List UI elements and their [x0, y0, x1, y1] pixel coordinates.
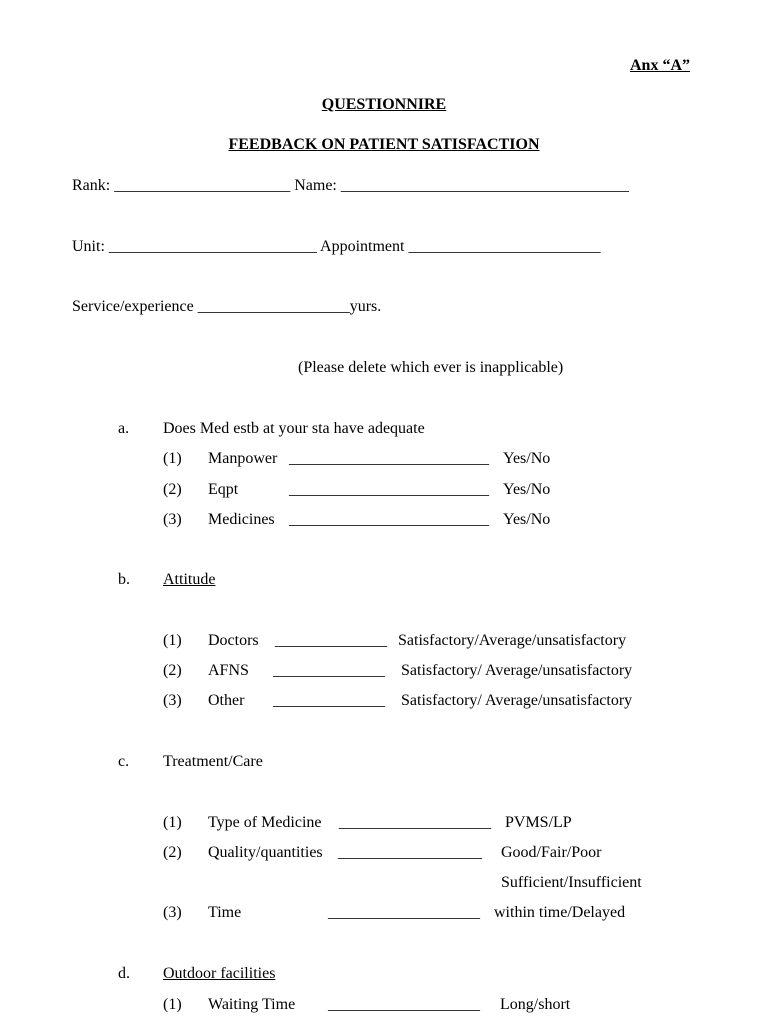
- page-title: QUESTIONNIRE: [321, 96, 447, 113]
- options-afns[interactable]: Satisfactory/ Average/unsatisfactory: [401, 662, 633, 679]
- options-quantity[interactable]: Sufficient/Insufficient: [501, 874, 642, 891]
- answer-line-other[interactable]: ______________: [273, 692, 385, 709]
- instruction-text: (Please delete which ever is inapplicable): [298, 359, 564, 376]
- answer-line-doctors[interactable]: ______________: [275, 632, 387, 649]
- service-field[interactable]: [72, 299, 381, 315]
- unit-line[interactable]: __________________________: [108, 238, 317, 255]
- item-label-afns: AFNS: [208, 662, 249, 679]
- appointment-label: Appointment: [320, 238, 405, 255]
- item-num: (1): [163, 996, 182, 1013]
- item-label-medicines: Medicines: [208, 511, 275, 528]
- item-num: (3): [163, 511, 182, 528]
- rank-label: Rank:: [72, 177, 111, 194]
- item-num: (2): [163, 844, 182, 861]
- item-num: (3): [163, 692, 182, 709]
- options-waiting-time[interactable]: Long/short: [500, 996, 571, 1013]
- item-label-other: Other: [208, 692, 245, 709]
- item-label-manpower: Manpower: [208, 450, 278, 467]
- appointment-line[interactable]: ________________________: [408, 238, 601, 255]
- options-type-of-medicine[interactable]: PVMS/LP: [505, 814, 572, 831]
- answer-line-medicines[interactable]: _________________________: [289, 511, 489, 528]
- item-label-doctors: Doctors: [208, 632, 259, 649]
- item-num: (3): [163, 904, 182, 921]
- item-label-time: Time: [208, 904, 242, 921]
- answer-line-manpower[interactable]: _________________________: [289, 450, 489, 467]
- service-label: Service/experience: [72, 298, 194, 315]
- unit-label: Unit:: [72, 238, 105, 255]
- section-c-title: Treatment/Care: [163, 753, 263, 770]
- name-line[interactable]: ____________________________________: [340, 177, 629, 194]
- section-b-title: Attitude: [163, 571, 216, 588]
- rank-field[interactable]: [72, 178, 629, 194]
- section-a-title: Does Med estb at your sta have adequate: [163, 420, 425, 437]
- item-num: (1): [163, 632, 182, 649]
- options-manpower[interactable]: Yes/No: [503, 450, 551, 467]
- answer-line-afns[interactable]: ______________: [273, 662, 385, 679]
- answer-line-quality-quantities[interactable]: __________________: [338, 844, 482, 861]
- item-label-eqpt: Eqpt: [208, 481, 239, 498]
- section-d-letter: d.: [118, 965, 130, 982]
- options-medicines[interactable]: Yes/No: [503, 511, 551, 528]
- name-label: Name:: [294, 177, 337, 194]
- item-label-quality-quantities: Quality/quantities: [208, 844, 323, 861]
- answer-line-eqpt[interactable]: _________________________: [289, 481, 489, 498]
- section-c-letter: c.: [118, 753, 130, 770]
- item-label-waiting-time: Waiting Time: [208, 996, 296, 1013]
- item-num: (1): [163, 450, 182, 467]
- unit-field[interactable]: [72, 239, 600, 255]
- answer-line-waiting-time[interactable]: ___________________: [328, 996, 480, 1013]
- answer-line-type-of-medicine[interactable]: ___________________: [339, 814, 491, 831]
- options-eqpt[interactable]: Yes/No: [503, 481, 551, 498]
- rank-line[interactable]: ______________________: [114, 177, 291, 194]
- item-label-type-of-medicine: Type of Medicine: [208, 814, 322, 831]
- item-num: (2): [163, 662, 182, 679]
- options-time[interactable]: within time/Delayed: [494, 904, 626, 921]
- service-suffix: yurs.: [349, 298, 382, 315]
- item-num: (1): [163, 814, 182, 831]
- options-other[interactable]: Satisfactory/ Average/unsatisfactory: [401, 692, 633, 709]
- options-quality[interactable]: Good/Fair/Poor: [501, 844, 602, 861]
- annex-label: Anx “A”: [630, 57, 691, 74]
- page-subtitle: FEEDBACK ON PATIENT SATISFACTION: [228, 136, 540, 153]
- item-num: (2): [163, 481, 182, 498]
- answer-line-time[interactable]: ___________________: [328, 904, 480, 921]
- service-line[interactable]: ___________________: [197, 298, 350, 315]
- section-d-title: Outdoor facilities: [163, 965, 276, 982]
- section-b-letter: b.: [118, 571, 130, 588]
- options-doctors[interactable]: Satisfactory/Average/unsatisfactory: [398, 632, 627, 649]
- section-a-letter: a.: [118, 420, 130, 437]
